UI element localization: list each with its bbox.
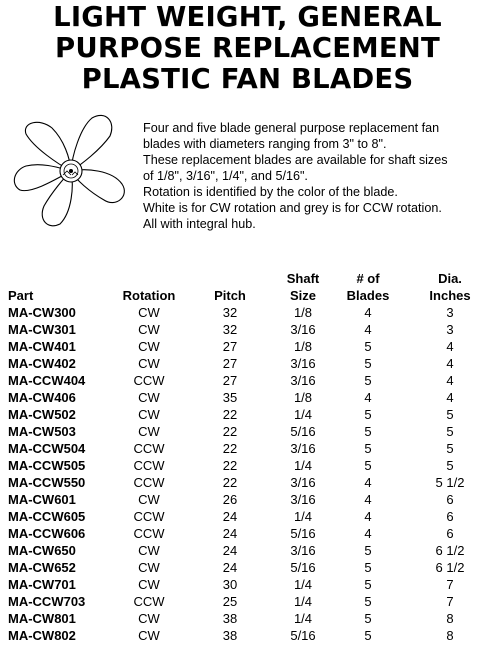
shaft-size-cell: 1/8 bbox=[293, 390, 313, 405]
header-shaft-size bbox=[275, 270, 331, 304]
description bbox=[143, 120, 495, 232]
blade-count-cell: 5 bbox=[364, 628, 372, 643]
pitch-cell: 27 bbox=[222, 373, 238, 388]
pitch-cell: 22 bbox=[222, 475, 238, 490]
description-line: Four and five blade general purpose replacement fan bbox=[143, 121, 440, 135]
blade-count-cell: 5 bbox=[364, 611, 372, 626]
table-row bbox=[8, 491, 495, 508]
header-blades-top: # of bbox=[356, 271, 380, 286]
diameter-cell: 3 bbox=[446, 305, 454, 320]
fan-blade-icon bbox=[12, 112, 130, 230]
pitch-cell: 24 bbox=[222, 543, 238, 558]
diameter-cell: 5 1/2 bbox=[435, 475, 465, 490]
rotation-cell: CW bbox=[138, 339, 160, 354]
part-number-cell: MA-CW650 bbox=[8, 543, 76, 558]
blade-count-cell: 5 bbox=[364, 441, 372, 456]
diameter-cell: 7 bbox=[446, 577, 454, 592]
part-number-cell: MA-CW402 bbox=[8, 356, 76, 371]
part-number-cell: MA-CW503 bbox=[8, 424, 76, 439]
blade-count-cell: 5 bbox=[364, 543, 372, 558]
header-diameter bbox=[405, 270, 495, 304]
blade-count-cell: 5 bbox=[364, 458, 372, 473]
rotation-cell: CCW bbox=[133, 373, 165, 388]
shaft-size-cell: 1/4 bbox=[293, 407, 313, 422]
header-part: Part bbox=[8, 288, 34, 303]
shaft-size-cell: 3/16 bbox=[290, 492, 316, 507]
rotation-cell: CCW bbox=[133, 458, 165, 473]
title-line-2: PURPOSE REPLACEMENT bbox=[55, 32, 440, 64]
part-number-cell: MA-CCW606 bbox=[8, 526, 86, 541]
diameter-cell: 8 bbox=[446, 611, 454, 626]
rotation-cell: CW bbox=[138, 611, 160, 626]
part-number-cell: MA-CCW605 bbox=[8, 509, 86, 524]
table-row bbox=[8, 508, 495, 525]
description-line: All with integral hub. bbox=[143, 217, 256, 231]
blade-count-cell: 5 bbox=[364, 356, 372, 371]
blade-count-cell: 5 bbox=[364, 424, 372, 439]
table-row bbox=[8, 355, 495, 372]
table-header-row bbox=[8, 270, 495, 304]
description-line: of 1/8", 3/16", 1/4", and 5/16". bbox=[143, 169, 308, 183]
shaft-size-cell: 5/16 bbox=[290, 424, 316, 439]
pitch-cell: 22 bbox=[222, 407, 238, 422]
table-row bbox=[8, 576, 495, 593]
shaft-size-cell: 5/16 bbox=[290, 560, 316, 575]
part-number-cell: MA-CCW404 bbox=[8, 373, 86, 388]
table-row bbox=[8, 440, 495, 457]
table-row bbox=[8, 304, 495, 321]
part-number-cell: MA-CCW505 bbox=[8, 458, 86, 473]
blade-count-cell: 4 bbox=[364, 390, 372, 405]
part-number-cell: MA-CW301 bbox=[8, 322, 76, 337]
rotation-cell: CW bbox=[138, 628, 160, 643]
diameter-cell: 3 bbox=[446, 322, 454, 337]
table-row bbox=[8, 389, 495, 406]
page-title bbox=[0, 2, 495, 95]
rotation-cell: CW bbox=[138, 492, 160, 507]
diameter-cell: 8 bbox=[446, 628, 454, 643]
header-rotation: Rotation bbox=[122, 288, 176, 303]
blade-count-cell: 5 bbox=[364, 373, 372, 388]
part-number-cell: MA-CW406 bbox=[8, 390, 76, 405]
diameter-cell: 6 bbox=[446, 492, 454, 507]
rotation-cell: CW bbox=[138, 305, 160, 320]
pitch-cell: 27 bbox=[222, 339, 238, 354]
rotation-cell: CW bbox=[138, 407, 160, 422]
shaft-size-cell: 1/4 bbox=[293, 577, 313, 592]
pitch-cell: 26 bbox=[222, 492, 238, 507]
blade-count-cell: 5 bbox=[364, 577, 372, 592]
pitch-cell: 24 bbox=[222, 560, 238, 575]
pitch-cell: 27 bbox=[222, 356, 238, 371]
shaft-size-cell: 3/16 bbox=[290, 441, 316, 456]
pitch-cell: 25 bbox=[222, 594, 238, 609]
pitch-cell: 24 bbox=[222, 526, 238, 541]
parts-table bbox=[8, 270, 495, 644]
blade-count-cell: 5 bbox=[364, 560, 372, 575]
diameter-cell: 6 bbox=[446, 509, 454, 524]
blade-count-cell: 5 bbox=[364, 339, 372, 354]
pitch-cell: 32 bbox=[222, 322, 238, 337]
diameter-cell: 4 bbox=[446, 390, 454, 405]
shaft-size-cell: 1/4 bbox=[293, 458, 313, 473]
shaft-size-cell: 3/16 bbox=[290, 373, 316, 388]
shaft-size-cell: 1/4 bbox=[293, 509, 313, 524]
description-line: blades with diameters ranging from 3" to 8". bbox=[143, 137, 387, 151]
shaft-size-cell: 1/4 bbox=[293, 594, 313, 609]
blade-count-cell: 4 bbox=[364, 492, 372, 507]
description-line: White is for CW rotation and grey is for CCW rotation. bbox=[143, 201, 442, 215]
table-row bbox=[8, 474, 495, 491]
rotation-cell: CW bbox=[138, 560, 160, 575]
rotation-cell: CW bbox=[138, 543, 160, 558]
pitch-cell: 32 bbox=[222, 305, 238, 320]
part-number-cell: MA-CW801 bbox=[8, 611, 76, 626]
pitch-cell: 30 bbox=[222, 577, 238, 592]
pitch-cell: 22 bbox=[222, 441, 238, 456]
pitch-cell: 35 bbox=[222, 390, 238, 405]
diameter-cell: 5 bbox=[446, 424, 454, 439]
table-row bbox=[8, 627, 495, 644]
diameter-cell: 6 1/2 bbox=[435, 560, 465, 575]
part-number-cell: MA-CCW703 bbox=[8, 594, 86, 609]
table-row bbox=[8, 525, 495, 542]
rotation-cell: CCW bbox=[133, 475, 165, 490]
diameter-cell: 4 bbox=[446, 356, 454, 371]
diameter-cell: 5 bbox=[446, 441, 454, 456]
blade-count-cell: 4 bbox=[364, 305, 372, 320]
shaft-size-cell: 1/8 bbox=[293, 305, 313, 320]
table-row bbox=[8, 610, 495, 627]
rotation-cell: CW bbox=[138, 390, 160, 405]
header-dia-top: Dia. bbox=[438, 271, 462, 286]
shaft-size-cell: 3/16 bbox=[290, 543, 316, 558]
pitch-cell: 22 bbox=[222, 424, 238, 439]
rotation-cell: CCW bbox=[133, 594, 165, 609]
header-shaft-top: Shaft bbox=[286, 271, 320, 286]
table-row bbox=[8, 321, 495, 338]
blade-count-cell: 5 bbox=[364, 594, 372, 609]
header-num-blades bbox=[331, 270, 405, 304]
blade-count-cell: 4 bbox=[364, 509, 372, 524]
rotation-cell: CW bbox=[138, 322, 160, 337]
diameter-cell: 6 1/2 bbox=[435, 543, 465, 558]
pitch-cell: 38 bbox=[222, 628, 238, 643]
diameter-cell: 4 bbox=[446, 339, 454, 354]
part-number-cell: MA-CCW550 bbox=[8, 475, 86, 490]
pitch-cell: 38 bbox=[222, 611, 238, 626]
rotation-cell: CCW bbox=[133, 441, 165, 456]
shaft-size-cell: 5/16 bbox=[290, 628, 316, 643]
title-line-3: PLASTIC FAN BLADES bbox=[81, 63, 414, 95]
table-row bbox=[8, 372, 495, 389]
blade-count-cell: 5 bbox=[364, 407, 372, 422]
table-row bbox=[8, 406, 495, 423]
shaft-size-cell: 1/8 bbox=[293, 339, 313, 354]
rotation-cell: CW bbox=[138, 424, 160, 439]
table-row bbox=[8, 593, 495, 610]
rotation-cell: CW bbox=[138, 356, 160, 371]
shaft-size-cell: 1/4 bbox=[293, 611, 313, 626]
rotation-cell: CCW bbox=[133, 526, 165, 541]
rotation-cell: CCW bbox=[133, 509, 165, 524]
blade-count-cell: 4 bbox=[364, 526, 372, 541]
part-number-cell: MA-CW601 bbox=[8, 492, 76, 507]
title-line-1: LIGHT WEIGHT, GENERAL bbox=[53, 1, 442, 33]
shaft-size-cell: 3/16 bbox=[290, 322, 316, 337]
diameter-cell: 6 bbox=[446, 526, 454, 541]
diameter-cell: 4 bbox=[446, 373, 454, 388]
table-row bbox=[8, 542, 495, 559]
part-number-cell: MA-CCW504 bbox=[8, 441, 86, 456]
part-number-cell: MA-CW802 bbox=[8, 628, 76, 643]
part-number-cell: MA-CW401 bbox=[8, 339, 76, 354]
blade-count-cell: 4 bbox=[364, 322, 372, 337]
diameter-cell: 5 bbox=[446, 458, 454, 473]
table-row bbox=[8, 423, 495, 440]
diameter-cell: 5 bbox=[446, 407, 454, 422]
part-number-cell: MA-CW300 bbox=[8, 305, 76, 320]
rotation-cell: CW bbox=[138, 577, 160, 592]
blade-count-cell: 4 bbox=[364, 475, 372, 490]
header-shaft-bottom: Size bbox=[289, 288, 316, 303]
shaft-size-cell: 3/16 bbox=[290, 356, 316, 371]
table-row bbox=[8, 457, 495, 474]
table-row bbox=[8, 559, 495, 576]
header-blades-bottom: Blades bbox=[346, 288, 390, 303]
description-line: Rotation is identified by the color of the blade. bbox=[143, 185, 398, 199]
pitch-cell: 22 bbox=[222, 458, 238, 473]
part-number-cell: MA-CW502 bbox=[8, 407, 76, 422]
shaft-size-cell: 5/16 bbox=[290, 526, 316, 541]
diameter-cell: 7 bbox=[446, 594, 454, 609]
table-row bbox=[8, 338, 495, 355]
pitch-cell: 24 bbox=[222, 509, 238, 524]
part-number-cell: MA-CW652 bbox=[8, 560, 76, 575]
description-line: These replacement blades are available for shaft sizes bbox=[143, 153, 448, 167]
header-pitch: Pitch bbox=[214, 288, 246, 303]
shaft-size-cell: 3/16 bbox=[290, 475, 316, 490]
header-dia-bottom: Inches bbox=[429, 288, 471, 303]
part-number-cell: MA-CW701 bbox=[8, 577, 76, 592]
